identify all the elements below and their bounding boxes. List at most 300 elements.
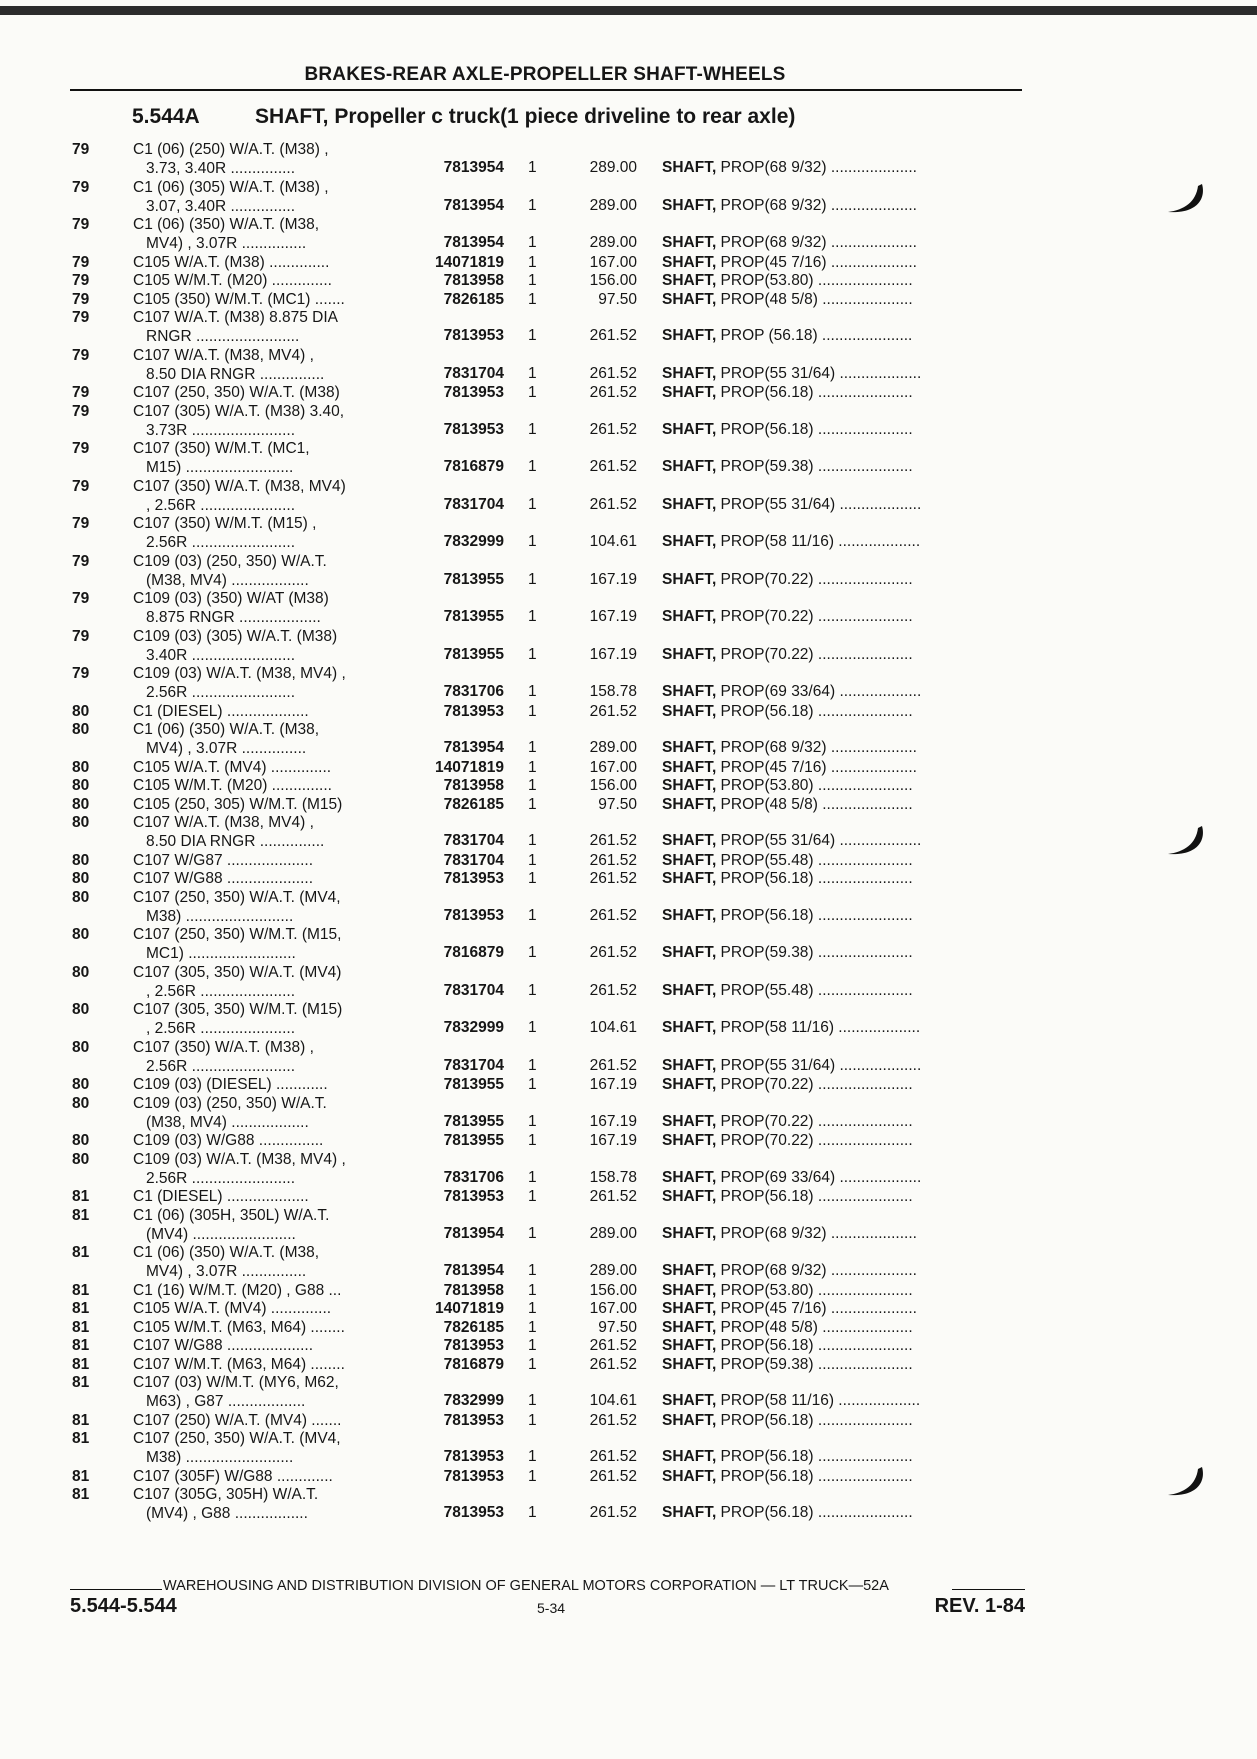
row-part-number: 7816879: [443, 1355, 504, 1373]
row-quantity: 1: [528, 533, 537, 550]
row-description-line-1: C107 (250, 350) W/A.T. (MV4,: [133, 1430, 341, 1447]
row-part-number: 7813953: [443, 1337, 504, 1354]
footer-page-number: 5-34: [537, 1600, 566, 1616]
row-description: [133, 215, 403, 253]
row-part-name-detail: PROP(59.38) ......................: [716, 944, 913, 961]
row-price: 289.00: [589, 1262, 637, 1279]
row-price: 261.52: [589, 906, 637, 924]
row-year: 80: [72, 1150, 90, 1168]
table-row: [0, 888, 1257, 926]
row-year: 79: [72, 309, 90, 326]
table-row: [0, 552, 1257, 590]
table-row: [0, 851, 1257, 870]
row-description: [133, 1485, 403, 1523]
row-quantity: 1: [528, 1467, 537, 1485]
row-description-line-1: C107 W/A.T. (M38) 8.875 DIA: [133, 309, 339, 326]
row-quantity: 1: [528, 159, 537, 176]
table-row: [0, 1075, 1257, 1094]
row-description-line-2: MV4) , 3.07R ...............: [146, 1263, 307, 1280]
row-description-line-2: (MV4) ........................: [146, 1225, 296, 1243]
row-year: 79: [72, 665, 90, 682]
row-part-name-detail: PROP(56.18) ......................: [716, 870, 913, 887]
row-description: [133, 402, 403, 440]
row-price: 261.52: [589, 981, 637, 999]
row-part-number: 7813955: [443, 1132, 504, 1149]
row-price: 167.19: [589, 1112, 637, 1130]
row-year: 81: [72, 1281, 90, 1299]
row-part-name: [662, 795, 1027, 814]
row-quantity: 1: [528, 981, 537, 999]
row-price: 158.78: [589, 683, 637, 700]
row-price: 167.00: [589, 758, 637, 776]
row-part-name-detail: PROP(53.80) ......................: [716, 1281, 913, 1299]
row-description-line-2: , 2.56R ......................: [146, 1020, 296, 1037]
row-part-name-bold: SHAFT,: [662, 702, 717, 720]
row-description: C107 W/G87 ....................: [133, 851, 314, 869]
row-price: 167.00: [589, 253, 637, 271]
row-part-name-detail: PROP(70.22) ......................: [716, 1112, 913, 1130]
row-part-name: [662, 607, 1027, 626]
row-quantity: 1: [528, 420, 537, 438]
row-part-name: [662, 851, 1027, 870]
row-part-name-detail: PROP(48 5/8) .....................: [716, 290, 913, 308]
row-quantity: 1: [528, 1355, 537, 1373]
row-description-line-2: MV4) , 3.07R ...............: [146, 235, 307, 252]
row-part-name-bold: SHAFT,: [662, 1188, 717, 1205]
row-price: 261.52: [589, 1467, 637, 1485]
table-row: [0, 589, 1257, 627]
section-code: 5.544A: [132, 105, 200, 128]
row-description: C1 (16) W/M.T. (M20) , G88 ...: [133, 1281, 342, 1299]
row-description-line-2: M63) , G87 ..................: [146, 1393, 306, 1410]
table-row: [0, 1038, 1257, 1076]
row-part-name-detail: PROP(53.80) ......................: [716, 777, 913, 794]
row-description: [133, 1206, 403, 1244]
row-price: 167.19: [589, 1076, 637, 1093]
row-description-line-2: 8.875 RNGR ...................: [146, 609, 321, 626]
row-description: [133, 1373, 403, 1411]
row-part-name-bold: SHAFT,: [662, 533, 717, 550]
table-row: [0, 402, 1257, 440]
row-part-number: 7813953: [443, 906, 504, 924]
row-part-name-detail: PROP(56.18) ......................: [716, 702, 913, 720]
row-description: C107 W/G88 ....................: [133, 870, 314, 887]
row-price: 261.52: [589, 1448, 637, 1465]
row-quantity: 1: [528, 1112, 537, 1130]
row-part-name-detail: PROP(69 33/64) ...................: [716, 683, 922, 700]
row-part-name-bold: SHAFT,: [662, 1467, 717, 1485]
row-description: C105 W/M.T. (M63, M64) ........: [133, 1318, 345, 1336]
table-row: [0, 1281, 1257, 1300]
row-price: 167.19: [589, 1132, 637, 1149]
table-row: [0, 720, 1257, 758]
row-description: [133, 720, 403, 758]
row-description: [133, 1429, 403, 1467]
row-price: 261.52: [589, 1504, 637, 1521]
row-price: 104.61: [589, 1019, 637, 1036]
table-row: [0, 963, 1257, 1001]
row-quantity: 1: [528, 290, 537, 308]
row-part-number: 7831704: [443, 851, 504, 869]
table-row: [0, 1000, 1257, 1038]
row-part-name-detail: PROP(56.18) ......................: [716, 1467, 913, 1485]
row-price: 289.00: [589, 159, 637, 176]
row-quantity: 1: [528, 870, 537, 887]
row-part-name-detail: PROP(56.18) ......................: [716, 384, 913, 401]
row-price: 261.52: [589, 870, 637, 887]
row-description-line-1: C107 (350) W/M.T. (M15) ,: [133, 515, 317, 532]
row-price: 289.00: [589, 196, 637, 214]
row-part-name-bold: SHAFT,: [662, 1300, 717, 1317]
row-part-number: 7813955: [443, 645, 504, 663]
row-part-number: 7832999: [443, 533, 504, 550]
row-description: C107 (250) W/A.T. (MV4) .......: [133, 1411, 342, 1429]
row-part-name-bold: SHAFT,: [662, 1337, 717, 1354]
row-part-name: [662, 758, 1027, 777]
section-title: SHAFT, Propeller c truck(1 piece driveline to rear axle): [255, 105, 796, 128]
row-year: 80: [72, 721, 90, 738]
row-description: C107 W/M.T. (M63, M64) ........: [133, 1355, 345, 1373]
row-part-number: 7813955: [443, 1112, 504, 1130]
row-description-line-1: C1 (06) (350) W/A.T. (M38,: [133, 721, 320, 738]
row-part-name-bold: SHAFT,: [662, 683, 717, 700]
row-quantity: 1: [528, 608, 537, 625]
row-quantity: 1: [528, 1300, 537, 1317]
row-description-line-1: C107 (305) W/A.T. (M38) 3.40,: [133, 402, 345, 420]
row-year: 81: [72, 1318, 90, 1336]
table-row: [0, 758, 1257, 777]
row-part-name-bold: SHAFT,: [662, 981, 717, 999]
row-description-line-2: 3.73R ........................: [146, 421, 296, 439]
row-price: 167.19: [589, 570, 637, 588]
row-quantity: 1: [528, 906, 537, 924]
table-row: [0, 477, 1257, 515]
row-price: 261.52: [589, 495, 637, 513]
row-part-number: 14071819: [435, 758, 504, 776]
row-description: [133, 963, 403, 1001]
row-price: 156.00: [589, 777, 637, 794]
row-part-name-bold: SHAFT,: [662, 795, 717, 813]
row-part-name-detail: PROP(55 31/64) ...................: [716, 832, 922, 849]
row-price: 167.19: [589, 608, 637, 625]
row-part-name-detail: PROP(48 5/8) .....................: [716, 795, 913, 813]
row-year: 80: [72, 1076, 90, 1093]
table-row: [0, 1373, 1257, 1411]
row-part-number: 7826185: [443, 1318, 504, 1336]
row-part-number: 7813953: [443, 1448, 504, 1465]
row-part-name-bold: SHAFT,: [662, 1056, 717, 1074]
row-part-name: [662, 1018, 1027, 1037]
row-part-name-detail: PROP(53.80) ......................: [716, 272, 913, 289]
row-quantity: 1: [528, 777, 537, 794]
table-row: [0, 627, 1257, 665]
row-description-line-2: 3.40R ........................: [146, 646, 296, 664]
row-part-name: [662, 1447, 1027, 1466]
row-part-name-detail: PROP(55 31/64) ...................: [716, 495, 922, 513]
row-quantity: 1: [528, 645, 537, 663]
row-description-line-2: (MV4) , G88 .................: [146, 1505, 308, 1522]
row-part-name: [662, 1336, 1027, 1355]
row-part-name-detail: PROP(56.18) ......................: [716, 1504, 913, 1521]
row-description-line-2: , 2.56R ......................: [146, 982, 296, 1000]
row-description: [133, 1038, 403, 1076]
row-part-number: 7813953: [443, 327, 504, 344]
row-part-name-detail: PROP(56.18) ......................: [716, 420, 913, 438]
row-part-name-detail: PROP(70.22) ......................: [716, 570, 913, 588]
row-part-name-detail: PROP(58 11/16) ...................: [716, 1392, 921, 1409]
row-part-name-detail: PROP(56.18) ......................: [716, 1448, 913, 1465]
row-part-name-detail: PROP(68 9/32) ....................: [716, 196, 917, 214]
row-quantity: 1: [528, 1168, 537, 1186]
row-part-name: [662, 196, 1027, 215]
row-description-line-2: RNGR ........................: [146, 328, 300, 345]
row-quantity: 1: [528, 1411, 537, 1429]
binder-hole-icon: [1162, 1463, 1208, 1503]
row-quantity: 1: [528, 1019, 537, 1036]
row-part-name: [662, 1168, 1027, 1187]
row-price: 261.52: [589, 420, 637, 438]
row-price: 261.52: [589, 327, 637, 344]
row-part-name: [662, 1187, 1027, 1206]
binder-hole-icon: [1162, 822, 1208, 862]
row-description-line-1: C109 (03) (250, 350) W/A.T.: [133, 552, 327, 570]
row-price: 289.00: [589, 1224, 637, 1242]
table-row: [0, 290, 1257, 309]
row-part-name-detail: PROP(59.38) ......................: [716, 458, 913, 475]
row-quantity: 1: [528, 851, 537, 869]
row-year: 79: [72, 384, 90, 401]
row-part-name: [662, 1503, 1027, 1522]
row-description: [133, 627, 403, 665]
table-row: [0, 925, 1257, 963]
row-part-name-detail: PROP(68 9/32) ....................: [716, 739, 917, 756]
row-year: 80: [72, 758, 90, 776]
row-quantity: 1: [528, 495, 537, 513]
row-year: 80: [72, 795, 90, 813]
row-year: 81: [72, 1486, 90, 1503]
row-price: 261.52: [589, 851, 637, 869]
table-row: [0, 514, 1257, 552]
row-description-line-1: C107 (250, 350) W/A.T. (MV4,: [133, 888, 341, 906]
row-part-number: 7813954: [443, 159, 504, 176]
row-part-number: 7813953: [443, 1504, 504, 1521]
row-part-number: 7813953: [443, 1411, 504, 1429]
table-row: [0, 795, 1257, 814]
row-year: 79: [72, 515, 90, 532]
row-part-name: [662, 326, 1027, 345]
table-row: [0, 1243, 1257, 1281]
footer-rule-right: [952, 1589, 1025, 1590]
row-part-name-bold: SHAFT,: [662, 1132, 717, 1149]
row-year: 80: [72, 888, 90, 906]
row-description-line-1: C109 (03) (250, 350) W/A.T.: [133, 1094, 327, 1112]
row-part-name: [662, 1467, 1027, 1486]
row-quantity: 1: [528, 458, 537, 475]
row-year: 81: [72, 1188, 90, 1205]
footer-revision: REV. 1-84: [934, 1595, 1025, 1617]
row-part-name-bold: SHAFT,: [662, 1392, 717, 1409]
row-year: 81: [72, 1411, 90, 1429]
row-part-name-detail: PROP(70.22) ......................: [716, 1132, 913, 1149]
row-description: C107 W/G88 ....................: [133, 1337, 314, 1354]
row-price: 289.00: [589, 234, 637, 251]
row-part-number: 7813954: [443, 234, 504, 251]
row-year: 80: [72, 814, 90, 831]
row-part-name-detail: PROP(70.22) ......................: [716, 1076, 913, 1093]
row-part-name-bold: SHAFT,: [662, 870, 717, 887]
row-part-name: [662, 943, 1027, 962]
row-part-name-bold: SHAFT,: [662, 645, 717, 663]
row-description: [133, 1000, 403, 1038]
row-quantity: 1: [528, 1056, 537, 1074]
row-description: C109 (03) (DIESEL) ............: [133, 1076, 328, 1093]
row-year: 79: [72, 627, 90, 645]
row-description: C1 (DIESEL) ...................: [133, 1188, 309, 1205]
row-part-name: [662, 1112, 1027, 1131]
row-description-line-1: C107 (305, 350) W/M.T. (M15): [133, 1001, 343, 1018]
row-part-number: 7832999: [443, 1019, 504, 1036]
row-description: C107 (305F) W/G88 .............: [133, 1467, 333, 1485]
row-description: [133, 552, 403, 590]
row-year: 81: [72, 1355, 90, 1373]
row-quantity: 1: [528, 1188, 537, 1205]
row-quantity: 1: [528, 234, 537, 251]
table-row: [0, 1094, 1257, 1132]
row-description-line-1: C107 (305G, 305H) W/A.T.: [133, 1486, 319, 1503]
row-price: 289.00: [589, 739, 637, 756]
row-part-number: 7813953: [443, 1188, 504, 1205]
row-description-line-2: (M38, MV4) ..................: [146, 571, 309, 589]
row-description: [133, 477, 403, 515]
row-year: 81: [72, 1374, 90, 1391]
row-year: 79: [72, 440, 90, 457]
row-year: 80: [72, 1094, 90, 1112]
row-quantity: 1: [528, 327, 537, 344]
row-price: 97.50: [598, 1318, 637, 1336]
row-part-name-bold: SHAFT,: [662, 832, 717, 849]
row-part-name: [662, 457, 1027, 476]
row-part-name: [662, 1411, 1027, 1430]
table-row: [0, 1131, 1257, 1150]
row-part-name-bold: SHAFT,: [662, 608, 717, 625]
row-part-name-bold: SHAFT,: [662, 458, 717, 475]
row-part-number: 7813955: [443, 570, 504, 588]
row-quantity: 1: [528, 1392, 537, 1409]
row-year: 79: [72, 178, 90, 196]
row-part-name: [662, 532, 1027, 551]
table-row: [0, 1467, 1257, 1486]
row-year: 81: [72, 1300, 90, 1317]
row-description-line-2: M38) .........................: [146, 1449, 294, 1466]
row-part-name-bold: SHAFT,: [662, 159, 717, 176]
row-part-name: [662, 1224, 1027, 1243]
row-year: 80: [72, 870, 90, 887]
row-description: C109 (03) W/G88 ...............: [133, 1132, 324, 1149]
row-description-line-1: C107 (350) W/A.T. (M38) ,: [133, 1038, 314, 1056]
row-description: C105 W/M.T. (M20) ..............: [133, 777, 332, 794]
row-price: 156.00: [589, 272, 637, 289]
row-price: 97.50: [598, 795, 637, 813]
row-part-number: 7832999: [443, 1392, 504, 1409]
row-description-line-1: C1 (06) (350) W/A.T. (M38,: [133, 1244, 320, 1261]
row-part-name: [662, 271, 1027, 290]
row-part-name: [662, 1056, 1027, 1075]
row-part-number: 7813955: [443, 608, 504, 625]
row-part-name-detail: PROP(45 7/16) ....................: [716, 253, 917, 271]
table-row: [0, 702, 1257, 721]
row-quantity: 1: [528, 1262, 537, 1279]
row-description-line-1: C1 (06) (305) W/A.T. (M38) ,: [133, 178, 329, 196]
row-year: 81: [72, 1467, 90, 1485]
row-description-line-2: , 2.56R ......................: [146, 496, 296, 514]
row-part-number: 7813958: [443, 1281, 504, 1299]
row-year: 79: [72, 141, 90, 158]
footer-division-text: WAREHOUSING AND DISTRIBUTION DIVISION OF GENERAL MOTORS CORPORATION — LT TRUCK—52A: [163, 1578, 889, 1594]
row-part-name-detail: PROP(56.18) ......................: [716, 1188, 913, 1205]
row-quantity: 1: [528, 272, 537, 289]
row-quantity: 1: [528, 1337, 537, 1354]
row-part-name-bold: SHAFT,: [662, 1318, 717, 1336]
row-part-name-bold: SHAFT,: [662, 1224, 717, 1242]
row-part-number: 7831704: [443, 832, 504, 849]
row-description-line-2: 2.56R ........................: [146, 1057, 296, 1075]
row-part-name-detail: PROP(56.18) ......................: [716, 1411, 913, 1429]
row-price: 104.61: [589, 1392, 637, 1409]
row-description: [133, 888, 403, 926]
row-part-name: [662, 1355, 1027, 1374]
table-row: [0, 776, 1257, 795]
row-description: [133, 308, 403, 346]
row-description-line-1: C107 W/A.T. (M38, MV4) ,: [133, 814, 314, 831]
row-part-name-bold: SHAFT,: [662, 777, 717, 794]
row-year: 80: [72, 851, 90, 869]
row-description-line-2: M15) .........................: [146, 459, 294, 476]
row-description: C105 W/M.T. (M20) ..............: [133, 272, 332, 289]
row-quantity: 1: [528, 364, 537, 382]
row-part-name-bold: SHAFT,: [662, 1355, 717, 1373]
table-row: [0, 1485, 1257, 1523]
table-row: [0, 308, 1257, 346]
row-part-name-bold: SHAFT,: [662, 272, 717, 289]
row-part-number: 7813954: [443, 196, 504, 214]
row-price: 261.52: [589, 364, 637, 382]
row-price: 261.52: [589, 1337, 637, 1354]
row-description: [133, 925, 403, 963]
row-part-name-bold: SHAFT,: [662, 327, 717, 344]
row-part-name-bold: SHAFT,: [662, 851, 717, 869]
row-quantity: 1: [528, 758, 537, 776]
row-part-number: 7831704: [443, 1056, 504, 1074]
row-description: [133, 514, 403, 552]
row-year: 79: [72, 272, 90, 289]
row-year: 80: [72, 777, 90, 794]
row-part-number: 7831704: [443, 495, 504, 513]
footer-section-range: 5.544-5.544: [70, 1595, 177, 1617]
row-description: [133, 1243, 403, 1281]
page-top-edge: [0, 6, 1257, 15]
row-description-line-1: C109 (03) (305) W/A.T. (M38): [133, 627, 338, 645]
row-quantity: 1: [528, 739, 537, 756]
row-part-name: [662, 1261, 1027, 1280]
row-part-name-bold: SHAFT,: [662, 1019, 717, 1036]
row-description: [133, 346, 403, 384]
row-price: 261.52: [589, 1188, 637, 1205]
row-part-name-bold: SHAFT,: [662, 290, 717, 308]
row-part-name-detail: PROP(68 9/32) ....................: [716, 1262, 917, 1279]
row-year: 79: [72, 253, 90, 271]
page-title: BRAKES-REAR AXLE-PROPELLER SHAFT-WHEELS: [304, 64, 786, 85]
row-part-name-detail: PROP(56.18) ......................: [716, 906, 913, 924]
